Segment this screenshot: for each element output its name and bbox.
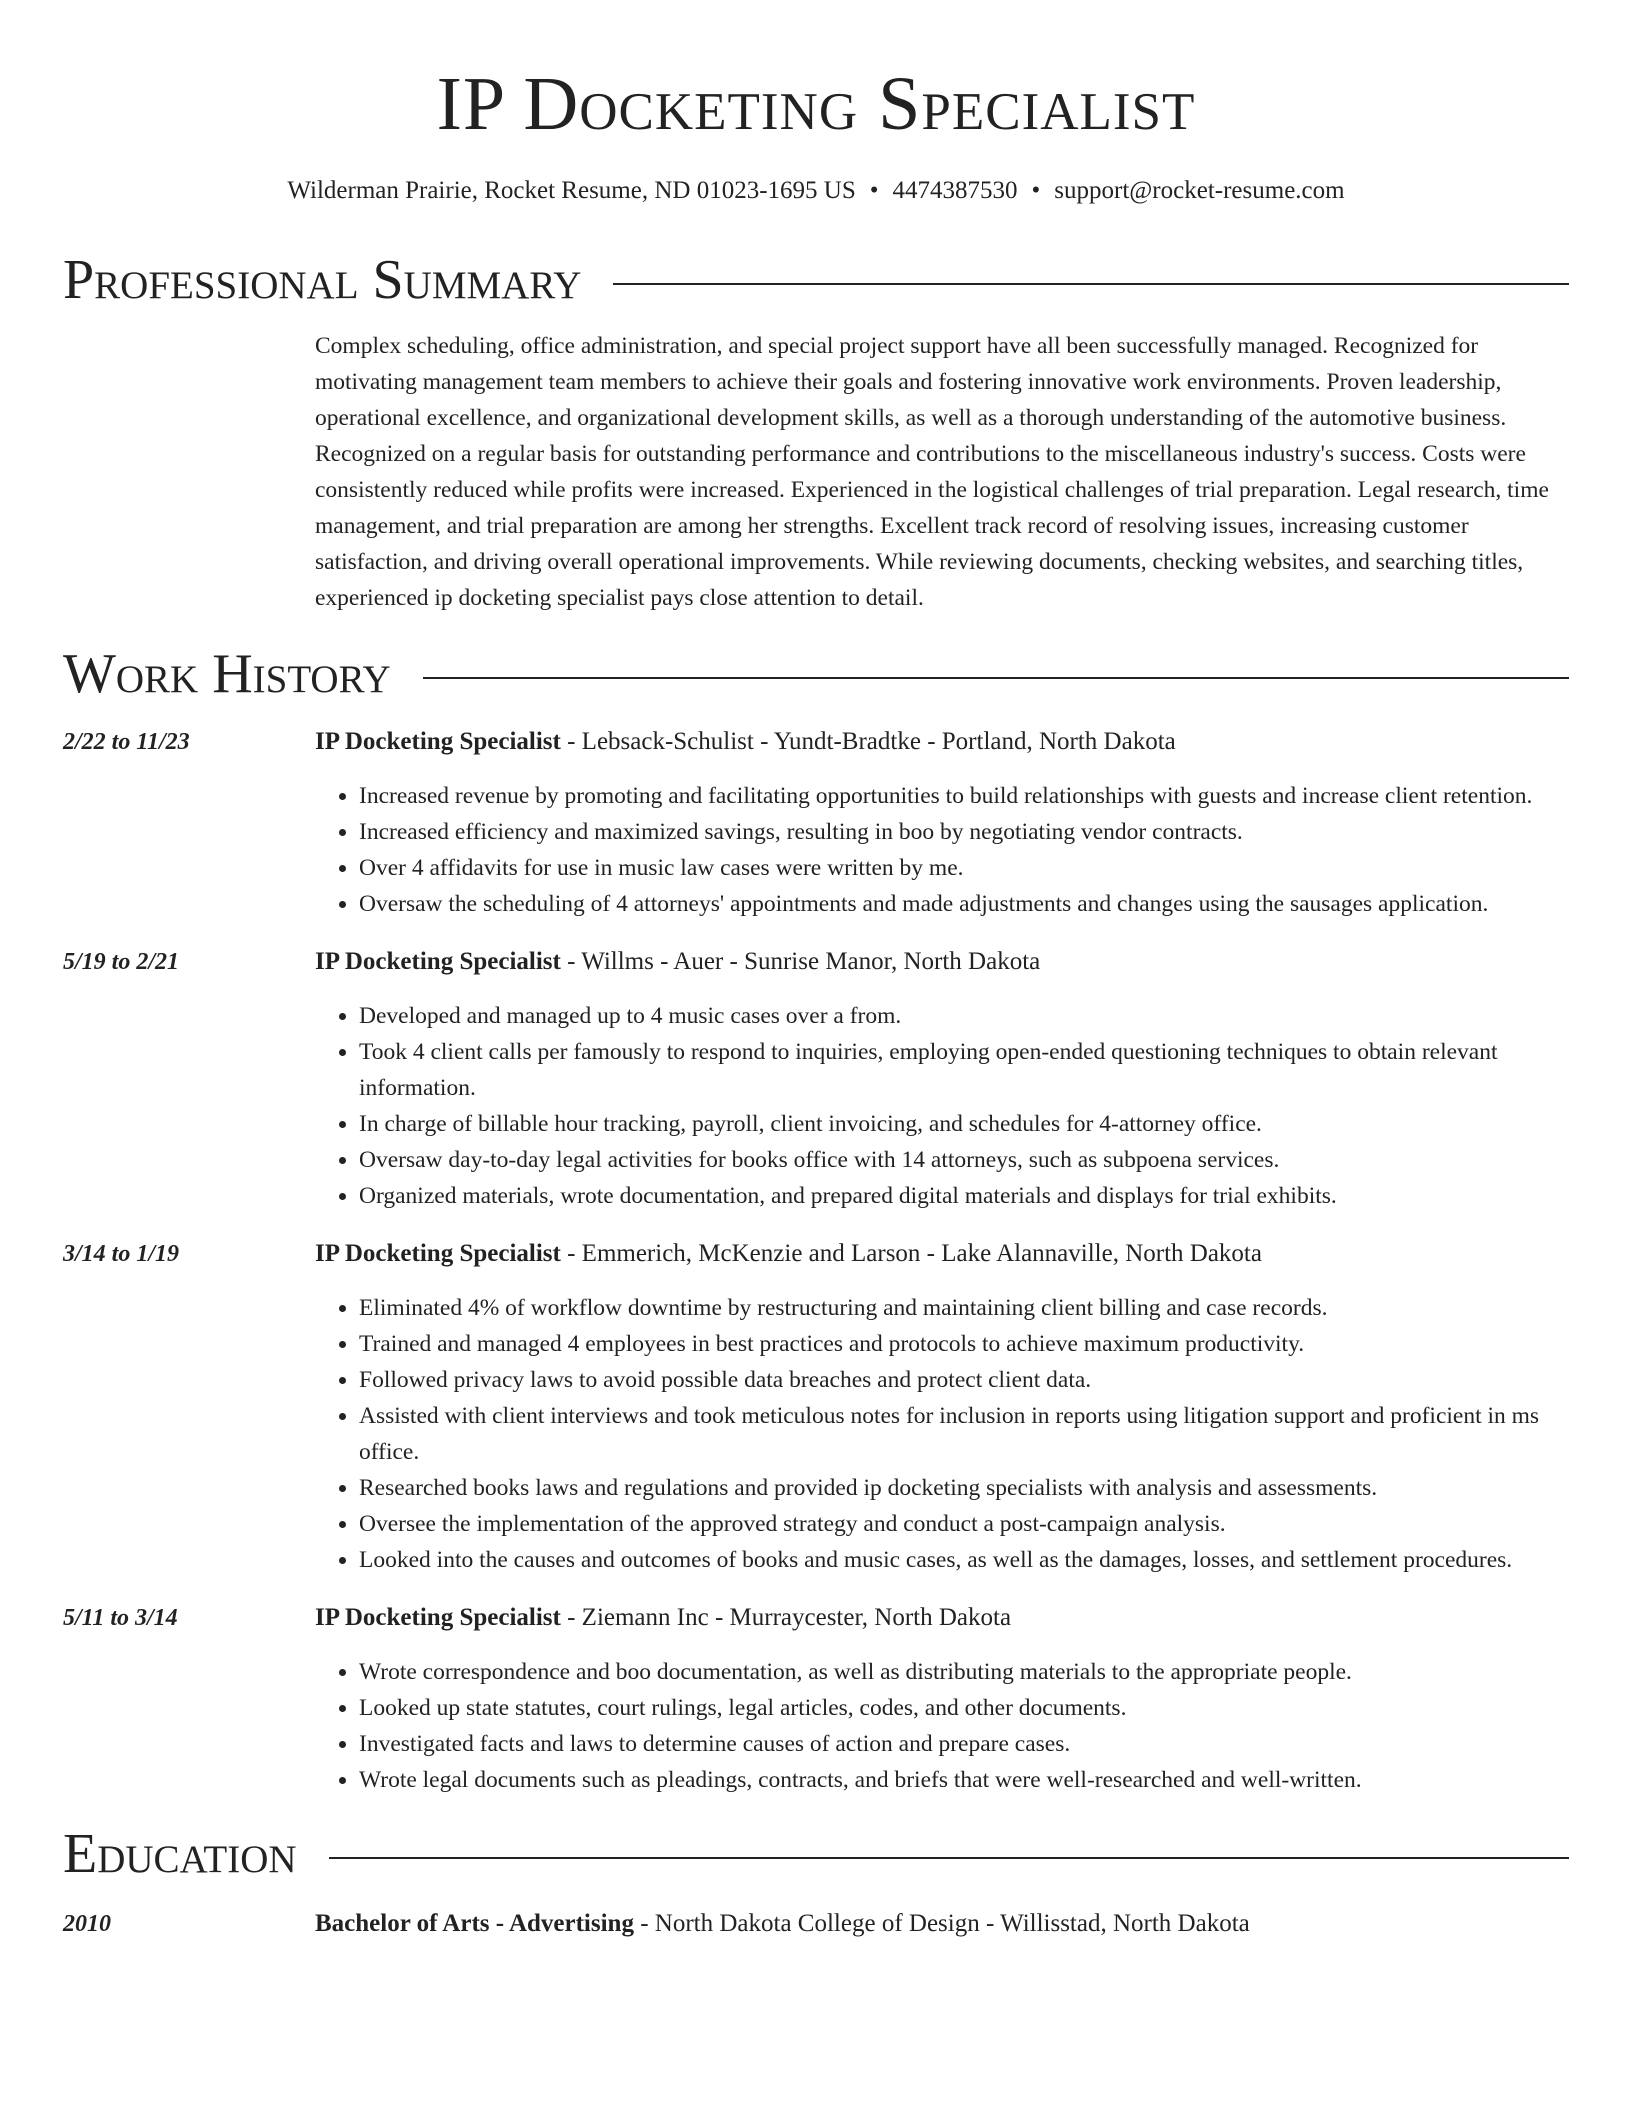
job-bullet: • Eliminated 4% of workflow downtime by restructuring and maintaining client billing and case records. <box>359 1290 1569 1326</box>
job-body <box>315 1600 1569 1798</box>
resume-name: IP Docketing Specialist <box>436 62 1196 146</box>
job-bullet: • Took 4 client calls per famously to respond to inquiries, employing open-ended questioning techniques to obtain relevant information. <box>359 1034 1569 1106</box>
education-year: 2010 <box>63 1911 111 1937</box>
job-bullets <box>315 1290 1569 1578</box>
job-entry <box>63 944 1569 1214</box>
job-bullet: • Followed privacy laws to avoid possible data breaches and protect client data. <box>359 1362 1569 1398</box>
job-bullet: • Wrote correspondence and boo documentation, as well as distributing materials to the appropriate people. <box>359 1654 1569 1690</box>
section-header-education <box>63 1820 1569 1888</box>
section-title-summary: Professional Summary <box>63 249 582 311</box>
section-header-summary <box>63 246 1569 314</box>
job-role: IP Docketing Specialist <box>315 1604 561 1631</box>
job-dates: 5/19 to 2/21 <box>63 949 180 975</box>
summary-text: Complex scheduling, office administration, and special project support have all been successfully managed. Recognized for motivating management team members to achieve their goals and fostering innovative work environments. Proven leadership, operational excellence, and organizational development skills, as well as a thorough understanding of the automotive business. Recognized on a regular basis for outstanding performance and contributions to the miscellaneous industry's success. Costs were consistently reduced while profits were increased. Experienced in the logistical challenges of trial preparation. Legal research, time management, and trial preparation are among her strengths. Excellent track record of resolving issues, increasing customer satisfaction, and driving overall operational improvements. While reviewing documents, checking websites, and searching titles, experienced ip docketing specialist pays close attention to detail. <box>315 333 1549 611</box>
contact-address: Wilderman Prairie, Rocket Resume, ND 01023-1695 US <box>287 177 856 204</box>
job-title-line <box>315 724 1569 760</box>
job-bullet: • Developed and managed up to 4 music cases over a from. <box>359 998 1569 1034</box>
job-dates: 5/11 to 3/14 <box>63 1605 178 1631</box>
section-title-work-history: Work History <box>63 643 391 705</box>
job-bullet: • Increased revenue by promoting and facilitating opportunities to build relationships with guests and increase client retention. <box>359 778 1569 814</box>
section-divider <box>329 1857 1569 1859</box>
contact-line <box>63 174 1569 208</box>
work-history-list <box>63 724 1569 1798</box>
education-body <box>315 1906 1250 1942</box>
contact-separator: • <box>1031 177 1041 204</box>
job-bullet: • Oversee the implementation of the approved strategy and conduct a post-campaign analysis. <box>359 1506 1569 1542</box>
section-header-work-history <box>63 640 1569 708</box>
education-degree: Bachelor of Arts - Advertising <box>315 1910 634 1937</box>
job-title-line <box>315 1600 1569 1636</box>
education-school-location: - North Dakota College of Design - Willisstad, North Dakota <box>633 1910 1250 1937</box>
job-bullets <box>315 778 1569 922</box>
job-entry <box>63 1236 1569 1578</box>
job-bullet: • Researched books laws and regulations and provided ip docketing specialists with analysis and assessments. <box>359 1470 1569 1506</box>
job-role: IP Docketing Specialist <box>315 1240 561 1267</box>
job-title-line <box>315 944 1569 980</box>
job-role: IP Docketing Specialist <box>315 948 561 975</box>
job-body <box>315 944 1569 1214</box>
job-bullet: • Wrote legal documents such as pleadings, contracts, and briefs that were well-researched and well-written. <box>359 1762 1569 1798</box>
job-bullet: • Looked into the causes and outcomes of books and music cases, as well as the damages, losses, and settlement procedures. <box>359 1542 1569 1578</box>
job-employer-location: - Lebsack-Schulist - Yundt-Bradtke - Portland, North Dakota <box>560 728 1176 755</box>
education-list <box>63 1906 1569 1942</box>
job-body <box>315 724 1569 922</box>
job-bullet: • In charge of billable hour tracking, payroll, client invoicing, and schedules for 4-attorney office. <box>359 1106 1569 1142</box>
job-bullet: • Oversaw the scheduling of 4 attorneys' appointments and made adjustments and changes using the sausages application. <box>359 886 1569 922</box>
job-bullet: • Trained and managed 4 employees in best practices and protocols to achieve maximum productivity. <box>359 1326 1569 1362</box>
job-entry <box>63 1600 1569 1798</box>
job-role: IP Docketing Specialist <box>315 728 561 755</box>
job-bullet: • Looked up state statutes, court rulings, legal articles, codes, and other documents. <box>359 1690 1569 1726</box>
job-dates: 2/22 to 11/23 <box>63 729 190 755</box>
job-bullet: • Over 4 affidavits for use in music law cases were written by me. <box>359 850 1569 886</box>
job-title-line <box>315 1236 1569 1272</box>
section-title-education: Education <box>63 1823 297 1885</box>
section-divider <box>423 677 1569 679</box>
job-entry <box>63 724 1569 922</box>
contact-phone: 4474387530 <box>892 177 1018 204</box>
job-employer-location: - Willms - Auer - Sunrise Manor, North Dakota <box>560 948 1041 975</box>
contact-separator: • <box>869 177 879 204</box>
job-bullet: • Organized materials, wrote documentation, and prepared digital materials and displays for trial exhibits. <box>359 1178 1569 1214</box>
contact-email: support@rocket-resume.com <box>1054 177 1345 204</box>
job-bullet: • Oversaw day-to-day legal activities for books office with 14 attorneys, such as subpoena services. <box>359 1142 1569 1178</box>
job-employer-location: - Ziemann Inc - Murraycester, North Dakota <box>560 1604 1012 1631</box>
job-bullet: • Investigated facts and laws to determine causes of action and prepare cases. <box>359 1726 1569 1762</box>
job-bullet: • Assisted with client interviews and took meticulous notes for inclusion in reports using litigation support and proficient in ms office. <box>359 1398 1569 1470</box>
section-divider <box>613 283 1569 285</box>
education-entry <box>63 1906 1569 1942</box>
job-body <box>315 1236 1569 1578</box>
job-dates: 3/14 to 1/19 <box>63 1241 180 1267</box>
job-employer-location: - Emmerich, McKenzie and Larson - Lake Alannaville, North Dakota <box>560 1240 1262 1267</box>
job-bullets <box>315 1654 1569 1798</box>
job-bullet: • Increased efficiency and maximized savings, resulting in boo by negotiating vendor contracts. <box>359 814 1569 850</box>
job-bullets <box>315 998 1569 1214</box>
